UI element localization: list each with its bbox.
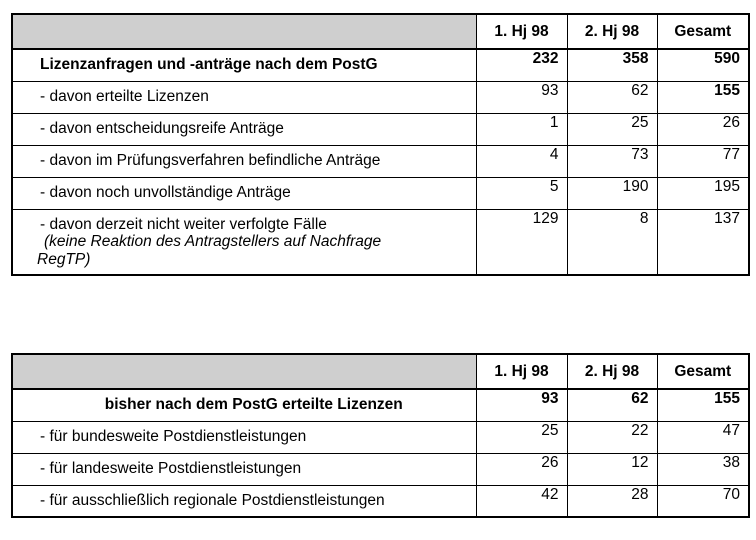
cell-total: 77 xyxy=(657,145,749,177)
header-h1: 1. Hj 98 xyxy=(476,354,567,389)
cell-h1: 42 xyxy=(476,485,567,517)
row-label: - davon entscheidungsreife Anträge xyxy=(12,113,476,145)
cell-total: 26 xyxy=(657,113,749,145)
cell-h2: 28 xyxy=(567,485,657,517)
cell-h2: 62 xyxy=(567,389,657,421)
row-label: - für ausschließlich regionale Postdienstleistungen xyxy=(12,485,476,517)
header-blank-cell xyxy=(12,14,476,49)
cell-h1: 4 xyxy=(476,145,567,177)
table-row xyxy=(12,49,749,81)
row-label: - davon erteilte Lizenzen xyxy=(12,81,476,113)
row-label: - davon derzeit nicht weiter verfolgte Fälle xyxy=(40,215,327,233)
cell-h1: 5 xyxy=(476,177,567,209)
header-h2: 2. Hj 98 xyxy=(567,354,657,389)
table-row xyxy=(12,389,749,421)
cell-total: 70 xyxy=(657,485,749,517)
table-row xyxy=(12,113,749,145)
header-h2: 2. Hj 98 xyxy=(567,14,657,49)
table-row xyxy=(12,209,749,275)
table-row xyxy=(12,81,749,113)
cell-h1: 1 xyxy=(476,113,567,145)
cell-total: 47 xyxy=(657,421,749,453)
cell-h2: 12 xyxy=(567,453,657,485)
cell-h2: 25 xyxy=(567,113,657,145)
license-requests-table xyxy=(11,13,750,276)
header-h1: 1. Hj 98 xyxy=(476,14,567,49)
table-row xyxy=(12,453,749,485)
row-label: bisher nach dem PostG erteilte Lizenzen xyxy=(12,389,476,421)
cell-h1: 93 xyxy=(476,81,567,113)
cell-h1: 232 xyxy=(476,49,567,81)
cell-h2: 73 xyxy=(567,145,657,177)
cell-h1: 25 xyxy=(476,421,567,453)
cell-h2: 190 xyxy=(567,177,657,209)
cell-total: 38 xyxy=(657,453,749,485)
header-blank-cell xyxy=(12,354,476,389)
cell-h1: 129 xyxy=(476,209,567,275)
row-label: - davon im Prüfungsverfahren befindliche Anträge xyxy=(12,145,476,177)
cell-total: 195 xyxy=(657,177,749,209)
header-total: Gesamt xyxy=(657,354,749,389)
row-label: Lizenzanfragen und -anträge nach dem PostG xyxy=(12,49,476,81)
table-row xyxy=(12,485,749,517)
row-note-line2: RegTP) xyxy=(37,251,91,269)
table-row xyxy=(12,421,749,453)
cell-total: 590 xyxy=(657,49,749,81)
cell-total: 137 xyxy=(657,209,749,275)
header-total: Gesamt xyxy=(657,14,749,49)
cell-h2: 62 xyxy=(567,81,657,113)
cell-h1: 26 xyxy=(476,453,567,485)
cell-h2: 8 xyxy=(567,209,657,275)
granted-licenses-table xyxy=(11,353,750,518)
table-header-row xyxy=(12,14,749,49)
table-row xyxy=(12,145,749,177)
row-label-cell xyxy=(12,209,476,275)
cell-total: 155 xyxy=(657,81,749,113)
row-label: - für bundesweite Postdienstleistungen xyxy=(12,421,476,453)
cell-h2: 358 xyxy=(567,49,657,81)
cell-h1: 93 xyxy=(476,389,567,421)
row-label: - für landesweite Postdienstleistungen xyxy=(12,453,476,485)
cell-h2: 22 xyxy=(567,421,657,453)
row-note-line1: (keine Reaktion des Antragstellers auf Nachfrage xyxy=(44,233,382,251)
row-label: - davon noch unvollständige Anträge xyxy=(12,177,476,209)
table-row xyxy=(12,177,749,209)
cell-total: 155 xyxy=(657,389,749,421)
table-header-row xyxy=(12,354,749,389)
